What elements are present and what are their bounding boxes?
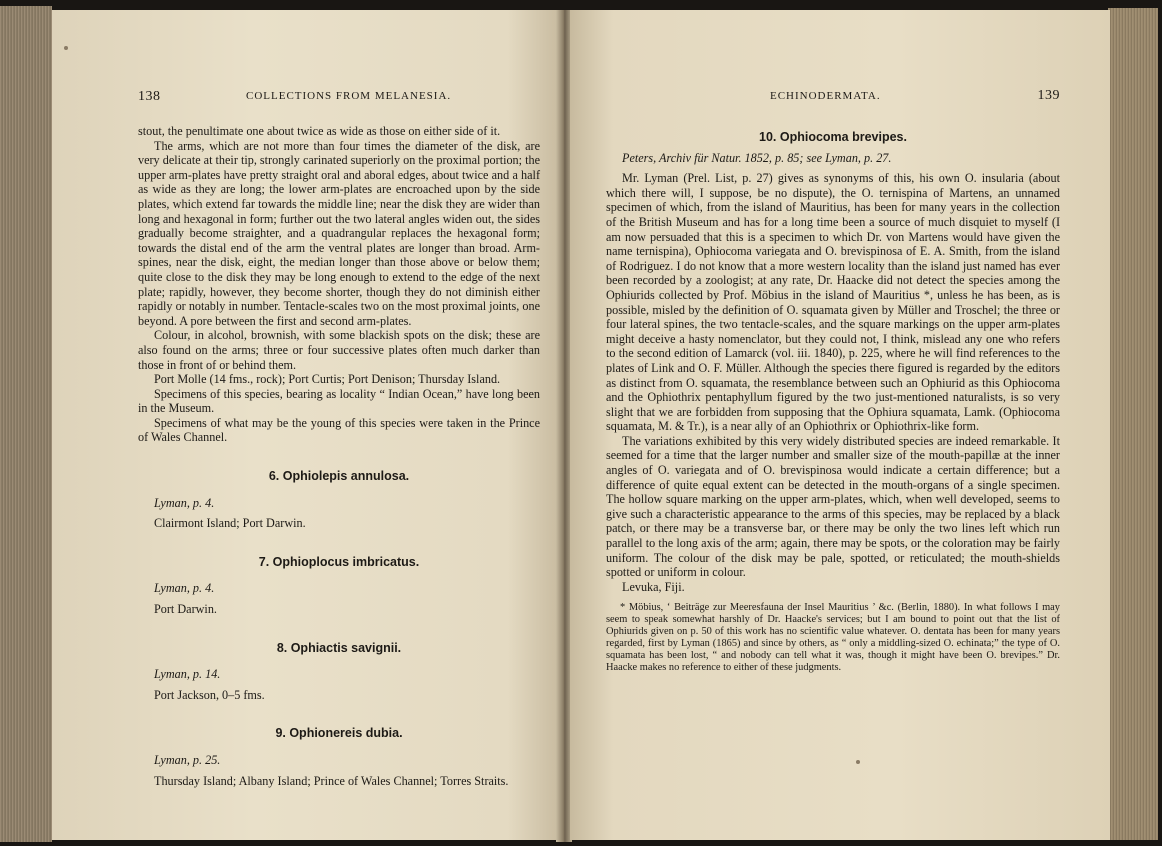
page-mark: [856, 760, 860, 764]
species-locality: Clairmont Island; Port Darwin.: [154, 516, 306, 531]
species-heading: 9. Ophionereis dubia.: [275, 726, 403, 741]
footnote: * Möbius, ‘ Beiträge zur Meeresfauna der Insel Mauritius ’ &c. (Berlin, 1880). In what follows I may seem to speak somewhat harshly of Dr. Haacke's services; but I am bound to point out that the list of Ophiurids given on p. 50 of this work has no scientific value whatever. O. dentata has been for many years regarded, first by Lyman (1865) and since by others, as “ only a middling-sized O. echinata;” the type of O. squamata has been lost, “ and nobody can tell what it was, though it might have been O. brevipes.” Dr. Haacke makes no reference to either of these judgments.: [606, 602, 1060, 674]
species-heading: 6. Ophiolepis annulosa.: [268, 469, 410, 484]
paragraph: Colour, in alcohol, brownish, with some blackish spots on the disk; these are also found on the arms; three or four successive plates often much darker than those in front of or behind them.: [138, 328, 540, 372]
right-running-head: ECHINODERMATA.: [770, 90, 881, 102]
paragraph: stout, the penultimate one about twice as wide as those on either side of it.: [138, 124, 501, 138]
paragraph: The arms, which are not more than four times the diameter of the disk, are very delicate at their tip, strongly carinated superiorly on the proximal portion; the upper arm-plates have pretty straight oral and aboral edges, about twice and a half as wide as they are long; the lower arm-plates are encroached upon by the side plates, which extend far towards the middle line; near the disk they are wider than long and hexagonal in form; further out the two lateral angles widen out, the sides gradually become straighter, and a quadrangular replaces the hexagonal form; towards the distal end of the arm the ventral plates are longer than broad. Arm-spines, near the disk, eight, the median longer than those above or below them; quite close to the disk they may be long enough to extend to the edge of the next plate; rapidly, however, they become shorter, though they do not diminish either rapidly or notably in number. Tentacle-scales two on the most proximal joints, one beyond. A pore between the first and second arm-plates.: [138, 138, 540, 328]
paragraph: Levuka, Fiji.: [622, 579, 685, 594]
left-page: [52, 10, 558, 840]
paragraph: Mr. Lyman (Prel. List, p. 27) gives as synonyms of this, his own O. insularia (about which there will, I suppose, be no dispute), the O. ternispina of Martens, an unnamed specimen of which, from the island of Mauritius, has been for many years in the collection of the British Museum and has for a long time been a source of much disquiet to myself (I am now persuaded that this is a specimen to which Dr. von Martens would have given the name ternispina), Ophiocoma variegata and O. brevispinosa of E. A. Smith, from the island of Rodriguez. I do not know that a more western locality than the island just named has ever been recorded by a zoologist; at any rate, Dr. Haacke did not detect the species among the Ophiurids collected by Prof. Möbius in the island of Mauritius *, unless he has been, as is possible, misled by the definition of O. squamata given by Müller and Troschel; the three or four lateral spines, the two tentacle-scales, and the square markings on the upper arm-plates might deceive a hasty nomenclator, but they could not, I think, mislead any one who refers to the second edition of Lamarck (vol. iii. 1840), p. 225, where he will find references to the plates of Link and O. F. Müller. Although the species there figured is regarded by the editors as distinct from O. squamata, the resemblance between such an Ophiurid as this Ophiocoma and the Ophiothrix pentaphyllum figured by the two just-mentioned naturalists, is so very slight that we are forbidden from supposing that the Ophiura squamata, Lamk. (Ophiocoma squamata, M. & Tr.), is a near ally of an Ophiothrix or Ophiothrix-like form.: [606, 171, 1060, 434]
species-citation: Lyman, p. 4.: [154, 581, 215, 596]
right-page-edges: [1108, 8, 1158, 840]
species-citation: Lyman, p. 14.: [154, 667, 221, 682]
species-citation: Lyman, p. 25.: [154, 753, 221, 767]
paragraph: Specimens of what may be the young of this species were taken in the Prince of Wales Channel.: [138, 415, 540, 445]
right-page: [570, 10, 1110, 840]
paragraph: Specimens of this species, bearing as locality “ Indian Ocean,” have long been in the Museum.: [138, 386, 540, 416]
left-running-head: COLLECTIONS FROM MELANESIA.: [246, 90, 452, 102]
species-locality: Thursday Island; Albany Island; Prince of Wales Channel; Torres Straits.: [154, 773, 509, 788]
right-page-body: [606, 130, 1060, 674]
species-citation: Lyman, p. 4.: [154, 495, 215, 510]
right-page-number: 139: [1037, 88, 1060, 103]
species-heading: 10. Ophiocoma brevipes.: [759, 130, 907, 144]
left-page-header: [138, 88, 538, 105]
left-page-body: [138, 124, 540, 788]
left-page-edges: [0, 6, 52, 842]
species-citation: Peters, Archiv für Natur. 1852, p. 85; see Lyman, p. 27.: [622, 150, 892, 165]
paragraph: The variations exhibited by this very widely distributed species are indeed remarkable. It seemed for a time that the larger number and smaller size of the mouth-papillæ at the inner angles of O. variegata and of O. brevispinosa would indicate a certain difference; but a difference of quite equal extent can be detected in the mouth-organs of a single specimen. The hollow square marking on the upper arm-plates, which, when well developed, seems to give such a characteristic appearance to the arms of this species, may be replaced by a black patch, or there may be a transverse bar, or there may be only the two lines left which run parallel to the long axis of the arm; again, there may be spots, or the coloration may be fairly uniform. The colour of the disk may be pale, spotted, or reticulated; the mouth-shields spotted or uniform in colour.: [606, 433, 1060, 580]
species-locality: Port Jackson, 0–5 fms.: [154, 687, 265, 702]
page-mark: [64, 46, 68, 50]
left-page-number: 138: [138, 89, 161, 104]
species-heading: 7. Ophioplocus imbricatus.: [258, 554, 420, 569]
paragraph: Port Molle (14 fms., rock); Port Curtis; Port Denison; Thursday Island.: [154, 372, 501, 387]
species-locality: Port Darwin.: [154, 602, 217, 617]
species-heading: 8. Ophiactis savignii.: [276, 640, 402, 655]
